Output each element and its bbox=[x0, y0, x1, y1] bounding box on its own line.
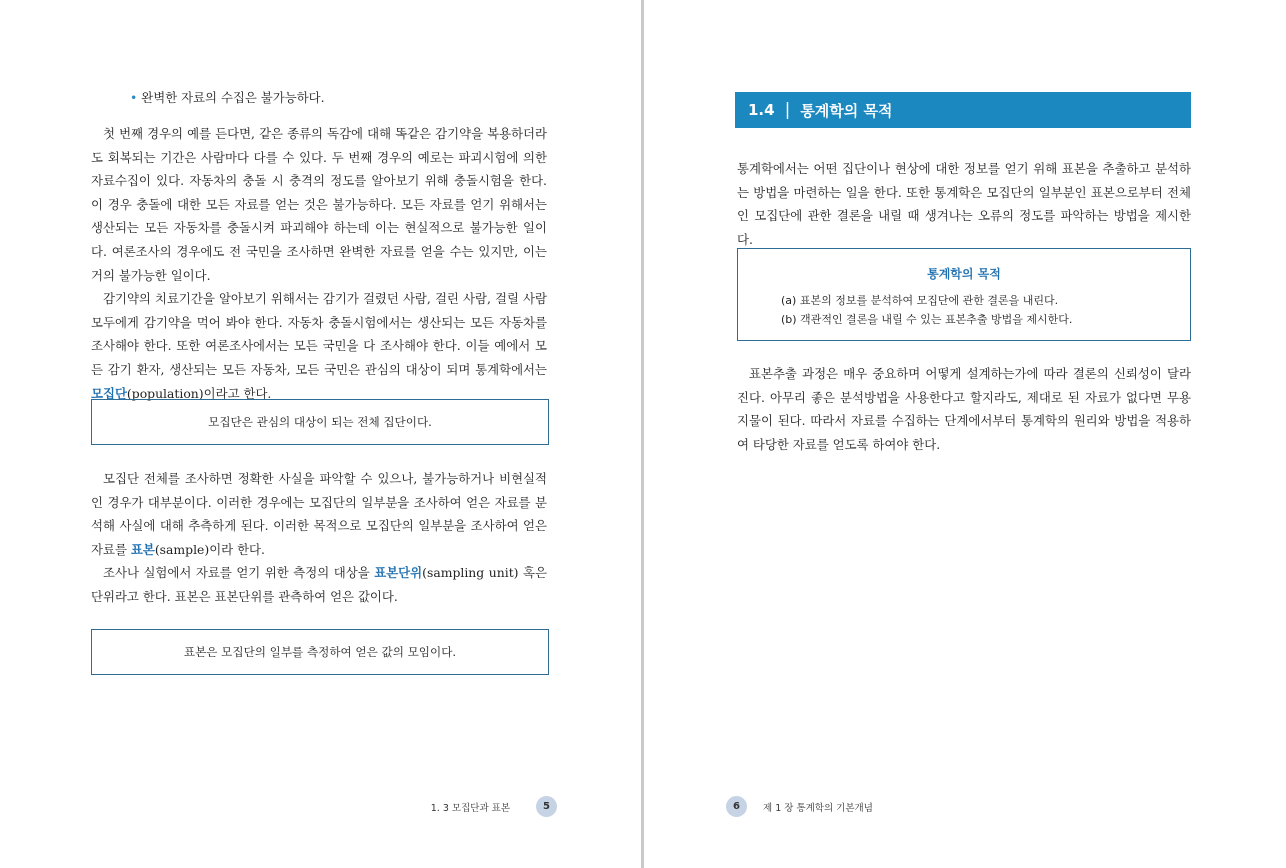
paragraph bbox=[91, 287, 547, 405]
bullet-text: 완벽한 자료의 수집은 불가능하다. bbox=[141, 90, 325, 105]
section-separator: | bbox=[784, 100, 791, 120]
footer-chapter-label: 제 1 장 통계학의 기본개념 bbox=[763, 802, 873, 814]
section-header bbox=[735, 92, 1191, 128]
bullet-item bbox=[130, 88, 325, 106]
definition-box-population bbox=[91, 399, 549, 445]
paragraph bbox=[91, 561, 547, 608]
body-text-block-2 bbox=[91, 467, 547, 609]
left-page bbox=[0, 0, 641, 868]
paragraph: 첫 번째 경우의 예를 든다면, 같은 종류의 독감에 대해 똑같은 감기약을 복용하더라도 회복되는 기간은 사람마다 다를 수 있다. 두 번째 경우의 예로는 파괴시험에 의한 자료수집이 있다. 자동차의 충돌 시 충격의 정도를 알아보기 위해 충돌시험을 한다. 이 경우 충돌에 대한 모든 자료를 얻는 것은 불가능하다. 모든 자료를 얻기 위해서는 생산되는 모든 자동차를 충돌시켜 파괴해야 하는데 이는 현실적으로 불가능한 일이다. 여론조사의 경우에도 전 국민을 조사하면 완벽한 자료를 얻을 수는 있지만, 이는 거의 불가능한 일이다. bbox=[91, 126, 547, 283]
right-page bbox=[644, 0, 1286, 868]
purpose-item: (b) 객관적인 결론을 내릴 수 있는 표본추출 방법을 제시한다. bbox=[781, 313, 1073, 326]
body-text-block-4 bbox=[737, 362, 1191, 456]
paragraph-text: (sample)이라 한다. bbox=[154, 541, 265, 557]
paragraph-text: 조사나 실험에서 자료를 얻기 위한 측정의 대상을 bbox=[103, 565, 375, 581]
paragraph bbox=[91, 467, 547, 561]
paragraph: 표본추출 과정은 매우 중요하며 어떻게 설계하는가에 따라 결론의 신뢰성이 달라진다. 아무리 좋은 분석방법을 사용한다고 할지라도, 제대로 된 자료가 없다면 무용지물이 된다. 따라서 자료를 수집하는 단계에서부터 통계학의 원리와 방법을 적용하여 타당한 자료를 얻도록 하여야 한다. bbox=[737, 366, 1191, 452]
page-number-badge: 5 bbox=[536, 796, 557, 817]
purpose-box-title: 통계학의 목적 bbox=[927, 267, 1001, 281]
purpose-item: (a) 표본의 정보를 분석하여 모집단에 관한 결론을 내린다. bbox=[781, 294, 1059, 307]
paragraph-text: 감기약의 치료기간을 알아보기 위해서는 감기가 걸렸던 사람, 걸린 사람, 걸릴 사람 모두에게 감기약을 먹어 봐야 한다. 자동차 충돌시험에서는 생산되는 모든 자동차를 조사해야 한다. 또한 여론조사에서는 모든 국민을 다 조사해야 한다. 이들 예에서 모든 감기 환자, 생산되는 모든 자동차, 모든 국민은 관심의 대상이 되며 통계학에서는 bbox=[91, 291, 547, 377]
purpose-box bbox=[737, 248, 1191, 341]
term-population: 모집단 bbox=[91, 385, 127, 401]
page-number-badge: 6 bbox=[726, 796, 747, 817]
paragraph-text: 모집단 전체를 조사하면 정확한 사실을 파악할 수 있으나, 불가능하거나 비현실적인 경우가 대부분이다. 이러한 경우에는 모집단의 일부분을 조사하여 얻은 자료를 분석해 사실에 대해 추측하게 된다. 이러한 목적으로 모집단의 일부분을 조사하여 얻은 자료를 bbox=[91, 471, 547, 557]
page-footer bbox=[431, 796, 557, 817]
paragraph: 통계학에서는 어떤 집단이나 현상에 대한 정보를 얻기 위해 표본을 추출하고 분석하는 방법을 마련하는 일을 한다. 또한 통계학은 모집단의 일부분인 표본으로부터 전체인 모집단에 관한 결론을 내릴 때 생겨나는 오류의 정도를 파악하는 방법을 제시한다. bbox=[737, 161, 1191, 247]
definition-box-sample bbox=[91, 629, 549, 675]
paragraph-text: (population)이라고 한다. bbox=[126, 385, 272, 401]
definition-text: 모집단은 관심의 대상이 되는 전체 집단이다. bbox=[208, 415, 432, 429]
section-title: 통계학의 목적 bbox=[800, 101, 893, 120]
term-sample: 표본 bbox=[130, 541, 155, 557]
footer-section-label: 1. 3 모집단과 표본 bbox=[430, 802, 510, 814]
definition-text: 표본은 모집단의 일부를 측정하여 얻은 값의 모임이다. bbox=[183, 645, 457, 659]
paragraph-text: (sampling unit) 혹은 단위라고 한다. 표본은 표본단위를 관측하여 얻은 값이다. bbox=[91, 565, 547, 604]
section-number: 1.4 bbox=[748, 101, 775, 119]
body-text-block-1 bbox=[91, 122, 547, 405]
term-sampling-unit: 표본단위 bbox=[374, 565, 423, 581]
body-text-block-3 bbox=[737, 157, 1191, 251]
page-footer bbox=[726, 796, 873, 817]
bullet-dot-icon: • bbox=[130, 90, 138, 105]
